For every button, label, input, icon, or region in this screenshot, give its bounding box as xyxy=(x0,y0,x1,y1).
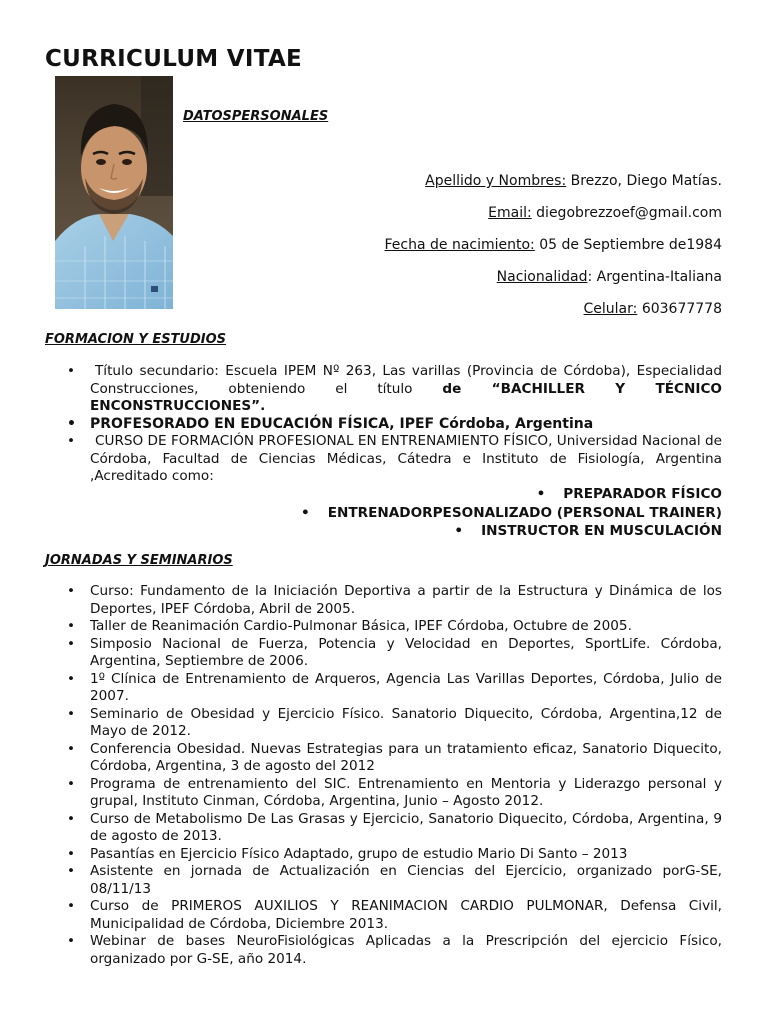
personal-row-phone xyxy=(584,301,722,317)
list-item xyxy=(45,433,722,486)
personal-row-email xyxy=(488,205,722,221)
list-item: • Curso: Fundamento de la Iniciación Deportiva a partir de la Estructura y Dinámica de los Deportes, IPEF Córdoba, Abril de 2005. xyxy=(45,583,722,618)
list-item: • Conferencia Obesidad. Nuevas Estrategias para un tratamiento eficaz, Sanatorio Diquecito, Córdoba, Argentina, 3 de agosto del 2012 xyxy=(45,741,722,776)
profile-photo xyxy=(55,76,173,309)
list-item: • Curso de Metabolismo De Las Grasas y Ejercicio, Sanatorio Diquecito, Córdoba, Argentina, 9 de agosto de 2013. xyxy=(45,811,722,846)
phone-value: 603677778 xyxy=(637,301,722,317)
list-item: • Asistente en jornada de Actualización en Ciencias del Ejercicio, organizado porG-SE, 08/11/13 xyxy=(45,863,722,898)
credential-item: • PREPARADOR FÍSICO xyxy=(536,486,722,502)
seminars-heading: JORNADAS Y SEMINARIOS xyxy=(45,553,233,568)
profile-photo-image xyxy=(55,76,173,309)
list-item: • Programa de entrenamiento del SIC. Entrenamiento en Mentoria y Liderazgo personal y grupal, Instituto Cinman, Córdoba, Argentina, Junio – Agosto 2012. xyxy=(45,776,722,811)
credential-label: ENTRENADORPESONALIZADO (PERSONAL TRAINER) xyxy=(327,504,722,521)
credential-item: • ENTRENADORPESONALIZADO (PERSONAL TRAINER) xyxy=(301,504,722,521)
list-item xyxy=(45,363,722,416)
personal-row-name xyxy=(425,173,722,189)
phone-label: Celular: xyxy=(583,301,638,317)
name-value: Brezzo, Diego Matías. xyxy=(566,173,722,189)
list-item: • Taller de Reanimación Cardio-Pulmonar Básica, IPEF Córdoba, Octubre de 2005. xyxy=(45,618,722,636)
email-value: diegobrezzoef@gmail.com xyxy=(531,205,722,221)
email-label: Email: xyxy=(488,205,532,221)
nationality-label: Nacionalidad xyxy=(496,269,588,285)
personal-data-heading: DATOSPERSONALES xyxy=(183,109,329,124)
list-item: • Simposio Nacional de Fuerza, Potencia y Velocidad en Deportes, SportLife. Córdoba, Argentina, Septiembre de 2006. xyxy=(45,636,722,671)
birthdate-label: Fecha de nacimiento: xyxy=(384,237,535,253)
credential-item: • INSTRUCTOR EN MUSCULACIÓN xyxy=(454,523,722,539)
education-item-title: de “BACHILLER Y TÉCNICO ENCONSTRUCCIONES”. xyxy=(90,380,722,414)
list-item: • Curso de PRIMEROS AUXILIOS Y REANIMACION CARDIO PULMONAR, Defensa Civil, Municipalidad de Córdoba, Diciembre 2013. xyxy=(45,898,722,933)
list-item: • 1º Clínica de Entrenamiento de Arqueros, Agencia Las Varillas Deportes, Córdoba, Julio de 2007. xyxy=(45,671,722,706)
list-item: • Seminario de Obesidad y Ejercicio Físico. Sanatorio Diquecito, Córdoba, Argentina,12 de Mayo de 2012. xyxy=(45,706,722,741)
education-list xyxy=(45,363,722,486)
credential-label: PREPARADOR FÍSICO xyxy=(563,486,722,502)
nationality-value: : Argentina-Italiana xyxy=(587,269,722,285)
education-heading: FORMACION Y ESTUDIOS xyxy=(45,332,227,347)
document-title: CURRICULUM VITAE xyxy=(45,46,303,72)
education-item-text: CURSO DE FORMACIÓN PROFESIONAL EN ENTRENAMIENTO FÍSICO, Universidad Nacional de Córdoba, Facultad de Ciencias Médicas, Cátedra e Instituto de Fisiología, Argentina ,Acreditado como: xyxy=(90,433,722,484)
seminars-list xyxy=(45,583,722,968)
list-item: • Pasantías en Ejercicio Físico Adaptado, grupo de estudio Mario Di Santo – 2013 xyxy=(45,846,722,864)
list-item: • PROFESORADO EN EDUCACIÓN FÍSICA, IPEF Córdoba, Argentina xyxy=(45,416,722,434)
credentials-list xyxy=(301,485,722,541)
name-label: Apellido y Nombres: xyxy=(425,173,567,189)
credential-label: INSTRUCTOR EN MUSCULACIÓN xyxy=(481,523,722,539)
list-item: • Webinar de bases NeuroFisiológicas Aplicadas a la Prescripción del ejercicio Físico, organizado por G-SE, año 2014. xyxy=(45,933,722,968)
birthdate-value: 05 de Septiembre de1984 xyxy=(534,237,722,253)
education-item-text: Título secundario: Escuela IPEM Nº 263, Las varillas (Provincia de Córdoba), Especialidad Construcciones, obteniendo el título xyxy=(90,363,722,397)
personal-row-nationality xyxy=(497,269,722,285)
personal-row-birthdate xyxy=(385,237,723,253)
